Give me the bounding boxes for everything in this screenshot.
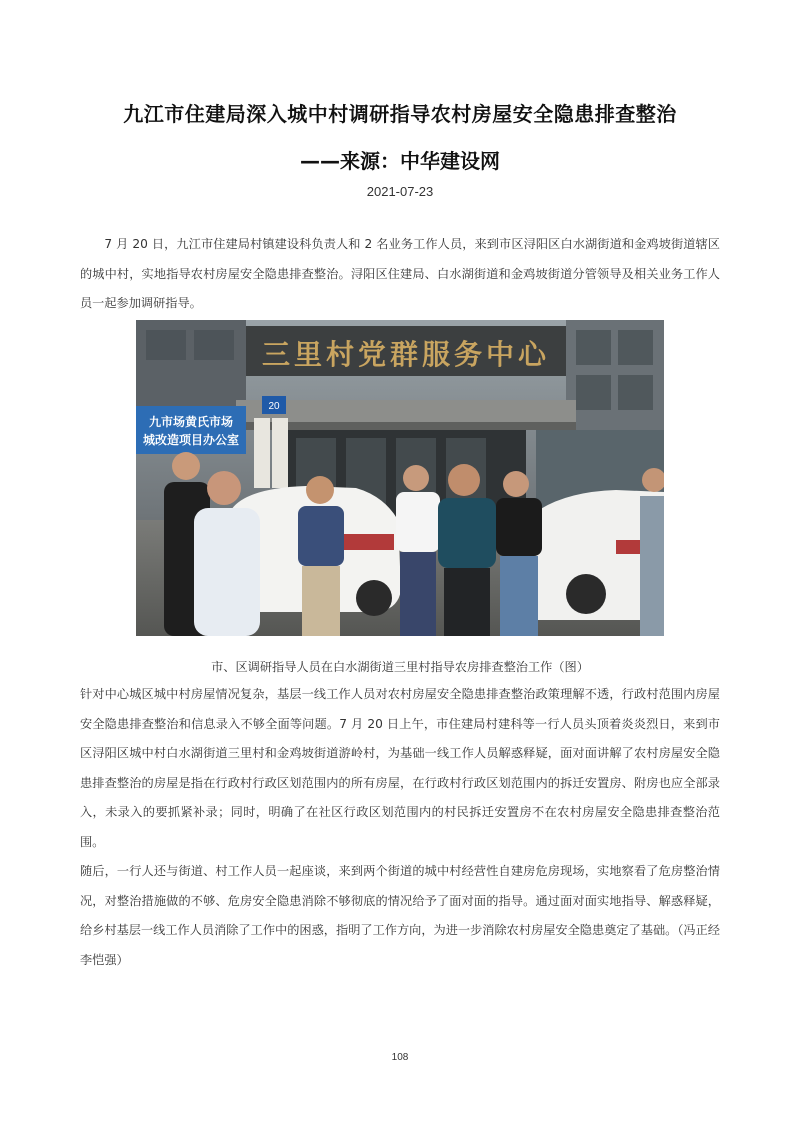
page-title: 九江市住建局深入城中村调研指导农村房屋安全隐患排查整治: [123, 102, 677, 126]
page-subtitle: ——来源：中华建设网: [300, 149, 500, 173]
paragraph-body: 针对中心城区城中村房屋情况复杂，基层一线工作人员对农村房屋安全隐患排查整治政策理解不透，行政村范围内房屋安全隐患排查整治和信息录入不够全面等问题。7 月 20 日上午，市住建局村建科等一行人员头顶着炎炎烈日，来到市区浔阳区城中村白水湖街道三里村和金鸡坡街道游岭村，为基础一线工作人员解惑释疑，面对面讲解了农村房屋安全隐患排查整治的房屋是指在行政村行政区划范围内的所有房屋，在行政村行政区划范围内的拆迁安置房、附房也应全部录入，未录入的要抓紧补录；同时，明确了在社区行政区划范围内的村民拆迁安置房不在农村房屋安全隐患排查整治范围。: [80, 687, 720, 849]
publish-date: 2021-07-23: [366, 184, 434, 199]
photo-caption: 市、区调研指导人员在白水湖街道三里村指导农房排查整治工作（图）: [211, 660, 589, 674]
photo-illustration: [136, 320, 664, 636]
door-number: 20: [268, 401, 280, 412]
paragraph-closing: 随后，一行人还与街道、村工作人员一起座谈，来到两个街道的城中村经营性自建房危房现场，实地察看了危房整治情况，对整治措施做的不够、危房安全隐患消除不够彻底的情况给予了面对面的指导。通过面对面实地指导、解惑释疑，给乡村基层一线工作人员消除了工作中的困惑，指明了工作方向，为进一步消除农村房屋安全隐患奠定了基础。（冯正经 李恺强）: [80, 864, 720, 967]
building-sign-text: 三里村党群服务中心: [261, 338, 551, 371]
page-number: 108: [391, 1052, 409, 1063]
office-sign-line-2: 城改造项目办公室: [142, 433, 240, 447]
office-sign-line-1: 九市场黄氏市场: [148, 415, 234, 429]
paragraph-intro: 7 月 20 日，九江市住建局村镇建设科负责人和 2 名业务工作人员，来到市区浔阳区白水湖街道和金鸡坡街道辖区的城中村，实地指导农村房屋安全隐患排查整治。浔阳区住建局、白水湖街道和金鸡坡街道分管领导及相关业务工作人员一起参加调研指导。: [80, 237, 720, 310]
news-photo: [136, 320, 664, 636]
